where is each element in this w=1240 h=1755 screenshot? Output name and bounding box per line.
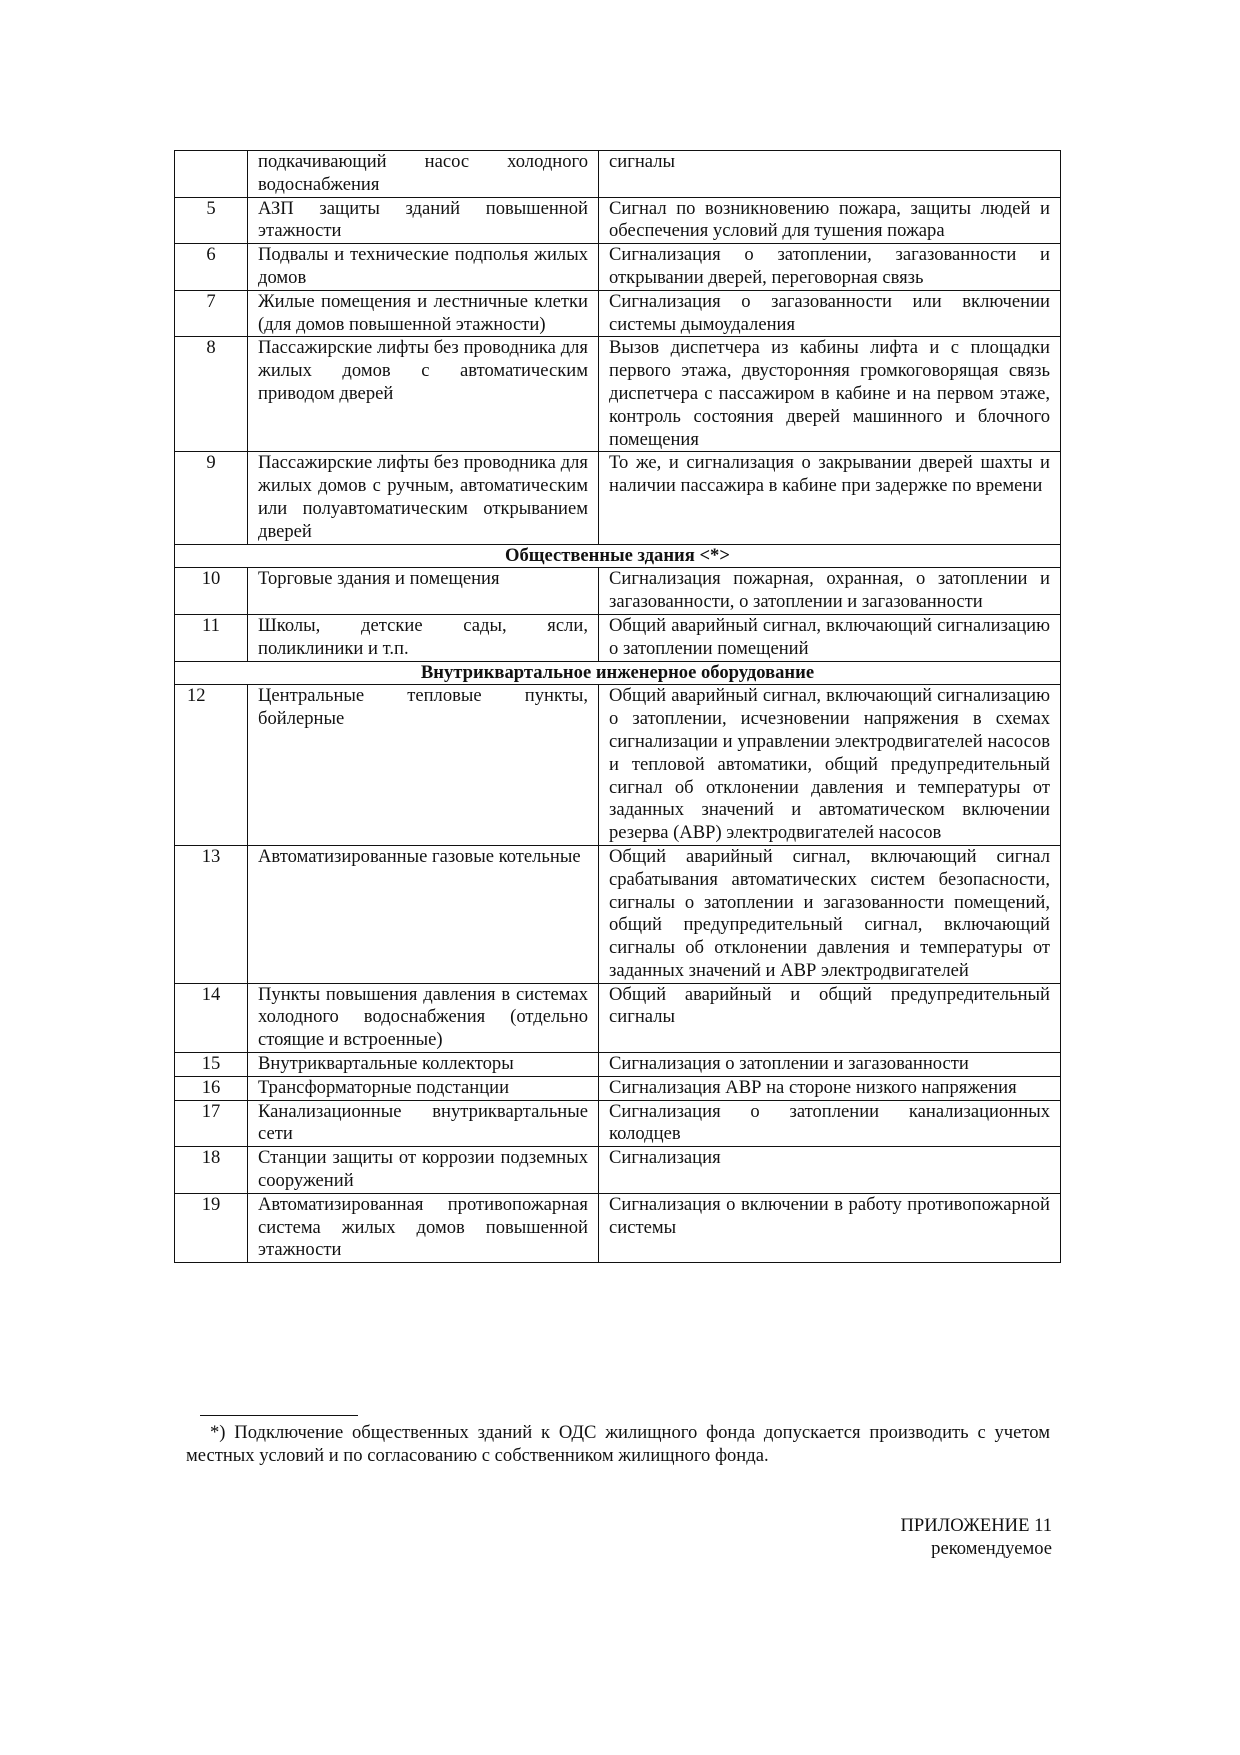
table-row: [175, 244, 1061, 291]
table-row: [175, 1076, 1061, 1100]
table-row: [175, 845, 1061, 983]
table-row: [175, 290, 1061, 337]
footnote-separator: [200, 1415, 358, 1416]
table-row: [175, 1193, 1061, 1262]
signal-cell: То же, и сигнализация о закрывании дверей шахты и наличии пассажира в кабине при задержке по времени: [599, 452, 1061, 544]
section-heading: Внутриквартальное инженерное оборудование: [175, 661, 1061, 685]
row-number: 5: [175, 197, 248, 244]
row-number: 19: [175, 1193, 248, 1262]
signal-cell: Сигнализация о затоплении и загазованности: [599, 1053, 1061, 1077]
table-row: [175, 983, 1061, 1052]
signal-cell: Сигнализация о затоплении канализационных колодцев: [599, 1100, 1061, 1147]
object-cell: Центральные тепловые пункты, бойлерные: [248, 685, 599, 846]
signal-cell: Вызов диспетчера из кабины лифта и с площадки первого этажа, двусторонняя громкоговорящая связь диспетчера с пассажиром в кабине и на первом этаже, контроль состояния дверей машинного и блочного помещения: [599, 337, 1061, 452]
object-cell: Пассажирские лифты без проводника для жилых домов с автоматическим приводом дверей: [248, 337, 599, 452]
object-cell: Подвалы и технические подполья жилых домов: [248, 244, 599, 291]
signal-cell: Сигнализация: [599, 1147, 1061, 1194]
table-row: [175, 452, 1061, 544]
object-cell: Пункты повышения давления в системах холодного водоснабжения (отдельно стоящие и встроенные): [248, 983, 599, 1052]
footnote: *) Подключение общественных зданий к ОДС жилищного фонда допускается производить с учетом местных условий и по согласованию с собственником жилищного фонда.: [186, 1422, 1050, 1466]
object-cell: Внутриквартальные коллекторы: [248, 1053, 599, 1077]
signal-cell: Общий аварийный сигнал, включающий сигнализацию о затоплении помещений: [599, 614, 1061, 661]
object-cell: Канализационные внутриквартальные сети: [248, 1100, 599, 1147]
appendix-heading: [900, 1514, 1052, 1560]
signal-cell: Сигнализация АВР на стороне низкого напряжения: [599, 1076, 1061, 1100]
row-number: 7: [175, 290, 248, 337]
object-cell: Автоматизированные газовые котельные: [248, 845, 599, 983]
table-row: [175, 614, 1061, 661]
object-cell: Станции защиты от коррозии подземных сооружений: [248, 1147, 599, 1194]
row-number: 9: [175, 452, 248, 544]
signal-cell: Сигнал по возникновению пожара, защиты людей и обеспечения условий для тушения пожара: [599, 197, 1061, 244]
row-number: 13: [175, 845, 248, 983]
object-cell: Торговые здания и помещения: [248, 568, 599, 615]
row-number: 8: [175, 337, 248, 452]
section-row: [175, 544, 1061, 568]
section-row: [175, 661, 1061, 685]
table-row: [175, 337, 1061, 452]
table-row: [175, 1053, 1061, 1077]
object-cell: подкачивающий насос холодного водоснабжения: [248, 151, 599, 198]
table-row: [175, 685, 1061, 846]
signal-cell: Общий аварийный и общий предупредительный сигналы: [599, 983, 1061, 1052]
row-number: 18: [175, 1147, 248, 1194]
object-cell: АЗП защиты зданий повышенной этажности: [248, 197, 599, 244]
table-row: [175, 197, 1061, 244]
object-cell: Пассажирские лифты без проводника для жилых домов с ручным, автоматическим или полуавтоматическим открыванием дверей: [248, 452, 599, 544]
signal-cell: Общий аварийный сигнал, включающий сигнал срабатывания автоматических систем безопасности, сигналы о затоплении и загазованности помещений, общий предупредительный сигнал, включающий сигналы об отклонении давления и температуры от заданных значений и АВР электродвигателей: [599, 845, 1061, 983]
appendix-subtitle: рекомендуемое: [931, 1538, 1052, 1559]
row-number: 17: [175, 1100, 248, 1147]
table-row: [175, 151, 1061, 198]
object-cell: Трансформаторные подстанции: [248, 1076, 599, 1100]
signal-cell: Сигнализация о затоплении, загазованности и открывании дверей, переговорная связь: [599, 244, 1061, 291]
row-number: 14: [175, 983, 248, 1052]
table-row: [175, 568, 1061, 615]
signals-table: [174, 150, 1061, 1263]
appendix-title: ПРИЛОЖЕНИЕ 11: [900, 1515, 1052, 1536]
row-number: 11: [175, 614, 248, 661]
row-number: [175, 151, 248, 198]
signal-cell: Сигнализация о включении в работу противопожарной системы: [599, 1193, 1061, 1262]
signal-cell: Сигнализация о загазованности или включении системы дымоудаления: [599, 290, 1061, 337]
signal-cell: Сигнализация пожарная, охранная, о затоплении и загазованности, о затоплении и загазованности: [599, 568, 1061, 615]
row-number: 16: [175, 1076, 248, 1100]
object-cell: Школы, детские сады, ясли, поликлиники и т.п.: [248, 614, 599, 661]
object-cell: Жилые помещения и лестничные клетки (для домов повышенной этажности): [248, 290, 599, 337]
row-number: 10: [175, 568, 248, 615]
signal-cell: сигналы: [599, 151, 1061, 198]
signal-cell: Общий аварийный сигнал, включающий сигнализацию о затоплении, исчезновении напряжения в схемах сигнализации и управлении электродвигателей насосов и тепловой автоматики, общий предупредительный сигнал об отклонении давления и температуры от заданных значений и автоматическом включении резерва (АВР) электродвигателей насосов: [599, 685, 1061, 846]
row-number: 12: [175, 685, 248, 846]
row-number: 15: [175, 1053, 248, 1077]
object-cell: Автоматизированная противопожарная система жилых домов повышенной этажности: [248, 1193, 599, 1262]
table-row: [175, 1100, 1061, 1147]
table-row: [175, 1147, 1061, 1194]
section-heading: Общественные здания <*>: [175, 544, 1061, 568]
row-number: 6: [175, 244, 248, 291]
